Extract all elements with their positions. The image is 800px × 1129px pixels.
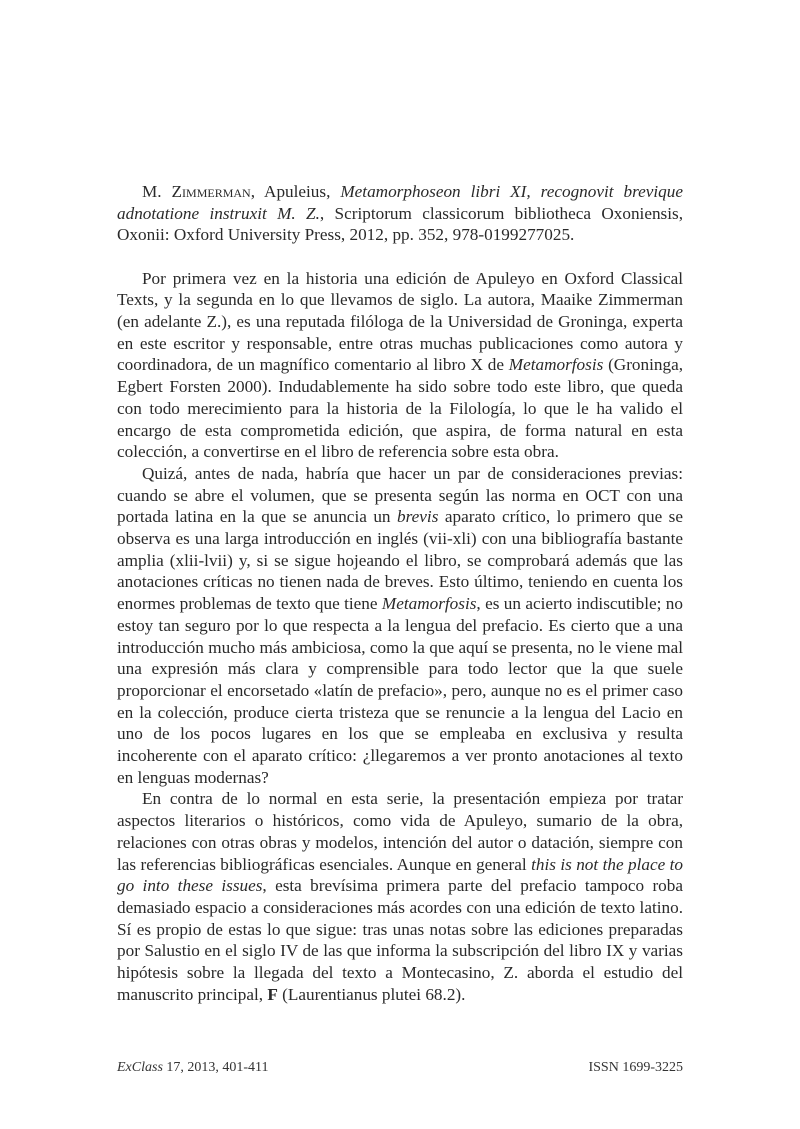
- page-footer: [117, 1059, 683, 1077]
- author-initial: M.: [142, 182, 172, 201]
- paragraph-italic-text: this is not the place to go into these issues: [117, 854, 683, 896]
- paragraph-text: aparato crítico, lo primero que se observa es una larga introducción en inglés (vii-xli) con una bibliografía bastante amplia (xlii-lvii) y, si se sigue hojeando el libro, se comprobará además que las anotaciones críticas no tienen nada de breves. Esto último, teniendo en cuenta los enormes problemas de texto que tiene: [117, 507, 683, 614]
- paragraph-italic-text: Metamorfosis: [381, 594, 477, 614]
- book-title: Metamorphoseon libri XI, recognovit brevique adnotatione instruxit M. Z.: [117, 182, 683, 223]
- citation-publication-info: , Scriptorum classicorum bibliotheca Oxoniensis, Oxonii: Oxford University Press, 2012, pp. 352, 978-0199277025.: [117, 203, 684, 245]
- paragraph-3: [117, 788, 683, 1005]
- journal-reference: [117, 1059, 269, 1077]
- paragraph-1: [117, 268, 683, 463]
- manuscript-siglum: F: [267, 984, 278, 1004]
- review-body: [117, 268, 683, 1006]
- paragraph-text: , es un acierto indiscutible; no estoy tan seguro por lo que respecta a la lengua del prefacio. Es cierto que a una introducción mucho más ambiciosa, como la que aquí se presenta, no le viene mal una expresión más clara y comprensible para todo lector que la que suele proporcionar el encorsetado «latín de prefacio», pero, aunque no es el primer caso en la colección, produce cierta tristeza que se renuncie a la lengua del Lacio en uno de los pocos lugares en los que se empleaba en exclusiva y resulta incoherente con el aparato crítico: ¿llegaremos a ver pronto anotaciones al texto en lenguas modernas?: [117, 594, 683, 787]
- journal-volume-pages: 17, 2013, 401-411: [162, 1060, 269, 1075]
- journal-name: ExClass: [117, 1060, 163, 1075]
- paragraph-text: Quizá, antes de nada, habría que hacer un par de consideraciones previas: cuando se abre el volumen, que se presenta según las norma en OCT con una portada latina en la que se anuncia un: [117, 463, 683, 527]
- author-surname: Zimmerman: [171, 182, 251, 201]
- paragraph-italic-text: Metamorfosis: [508, 355, 604, 375]
- paragraph-italic-text: brevis: [397, 507, 439, 527]
- review-page: [117, 181, 683, 1006]
- paragraph-text: Por primera vez en la historia una edición de Apuleyo en Oxford Classical Texts, y la segunda en lo que llevamos de siglo. La autora, Maaike Zimmerman (en adelante Z.), es una reputada filóloga de la Universidad de Groninga, experta en este escritor y responsable, entre otras muchas publicaciones como autora y coordinadora, de un magnífico comentario al libro X de: [117, 268, 683, 375]
- paragraph-text: (Laurentianus plutei 68.2).: [277, 984, 466, 1004]
- citation-separator: , Apuleius,: [250, 182, 341, 201]
- paragraph-text: (Groninga, Egbert Forsten 2000). Indudablemente ha sido sobre todo este libro, que queda con todo merecimiento para la historia de la Filología, lo que le ha valido el encargo de esta comprometida edición, que aspira, de forma natural en esta colección, a convertirse en el libro de referencia sobre esta obra.: [117, 355, 683, 462]
- issn: ISSN 1699-3225: [588, 1060, 683, 1075]
- paragraph-text: , esta brevísima primera parte del prefacio tampoco roba demasiado espacio a consideraciones más acordes con una edición de texto latino. Sí es propio de estas lo que sigue: tras unas notas sobre las ediciones preparadas por Salustio en el siglo IV de las que informa la subscripción del libro IX y varias hipótesis sobre la llegada del texto a Montecasino, Z. aborda el estudio del manuscrito principal,: [117, 876, 683, 1004]
- bibliographic-citation: [117, 181, 683, 246]
- paragraph-text: En contra de lo normal en esta serie, la presentación empieza por tratar aspectos literarios o históricos, como vida de Apuleyo, sumario de la obra, relaciones con otras obras y modelos, intención del autor o datación, siempre con las referencias bibliográficas esenciales. Aunque en general: [117, 789, 683, 874]
- paragraph-2: [117, 463, 683, 789]
